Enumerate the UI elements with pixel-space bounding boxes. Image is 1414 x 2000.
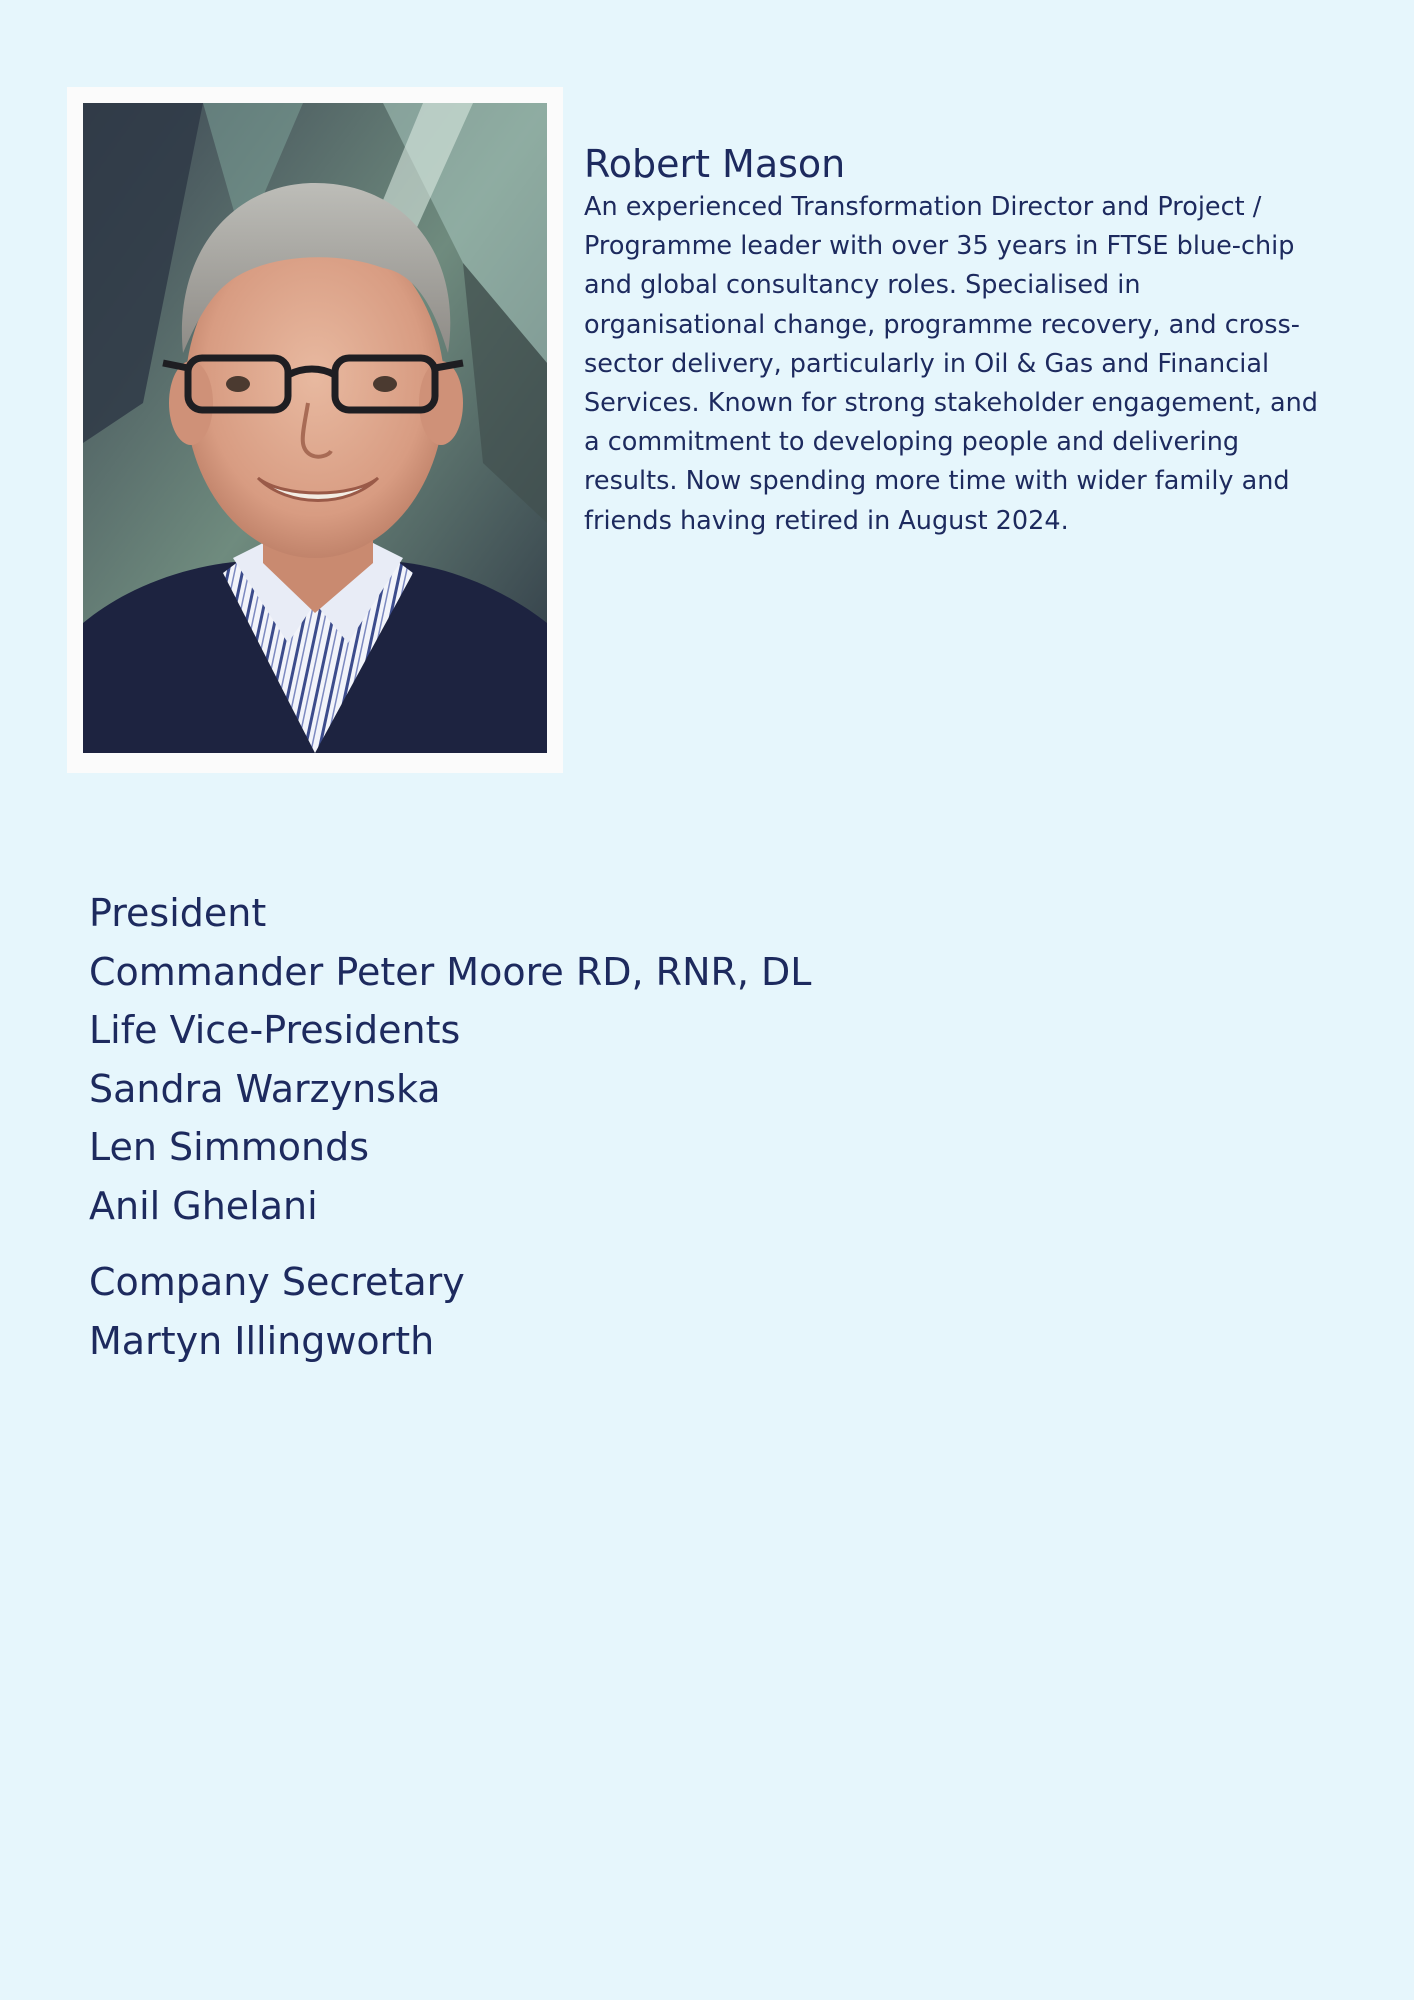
officers-list [89, 884, 1189, 1388]
vice-president-name: Anil Ghelani [89, 1183, 318, 1228]
portrait-illustration [83, 103, 547, 753]
vice-presidents-title: Life Vice-Presidents [89, 1008, 461, 1052]
secretary-group [89, 1253, 1189, 1370]
vice-president-name: Sandra Warzynska [89, 1066, 441, 1111]
president-name: Commander Peter Moore RD, RNR, DL [89, 949, 812, 994]
vice-president-name: Len Simmonds [89, 1125, 370, 1169]
secretary-name: Martyn Illingworth [89, 1318, 435, 1363]
president-group [89, 884, 1189, 1235]
profile-bio: An experienced Transformation Director and Project / Programme leader with over 35 years in FTSE blue-chip and global consultancy roles. Specialised in organisational change, programme recovery, and cross-sector delivery, particularly in Oil & Gas and Financial Services. Known for strong stakeholder engagement, and a commitment to developing people and delivering results. Now spending more time with wider family and friends having retired in August 2024. [584, 192, 1318, 536]
president-title: President [89, 891, 267, 935]
profile-section [584, 140, 1324, 541]
portrait-photo [83, 103, 547, 753]
portrait-frame [67, 87, 563, 773]
profile-name: Robert Mason [584, 142, 846, 186]
secretary-title: Company Secretary [89, 1260, 465, 1304]
